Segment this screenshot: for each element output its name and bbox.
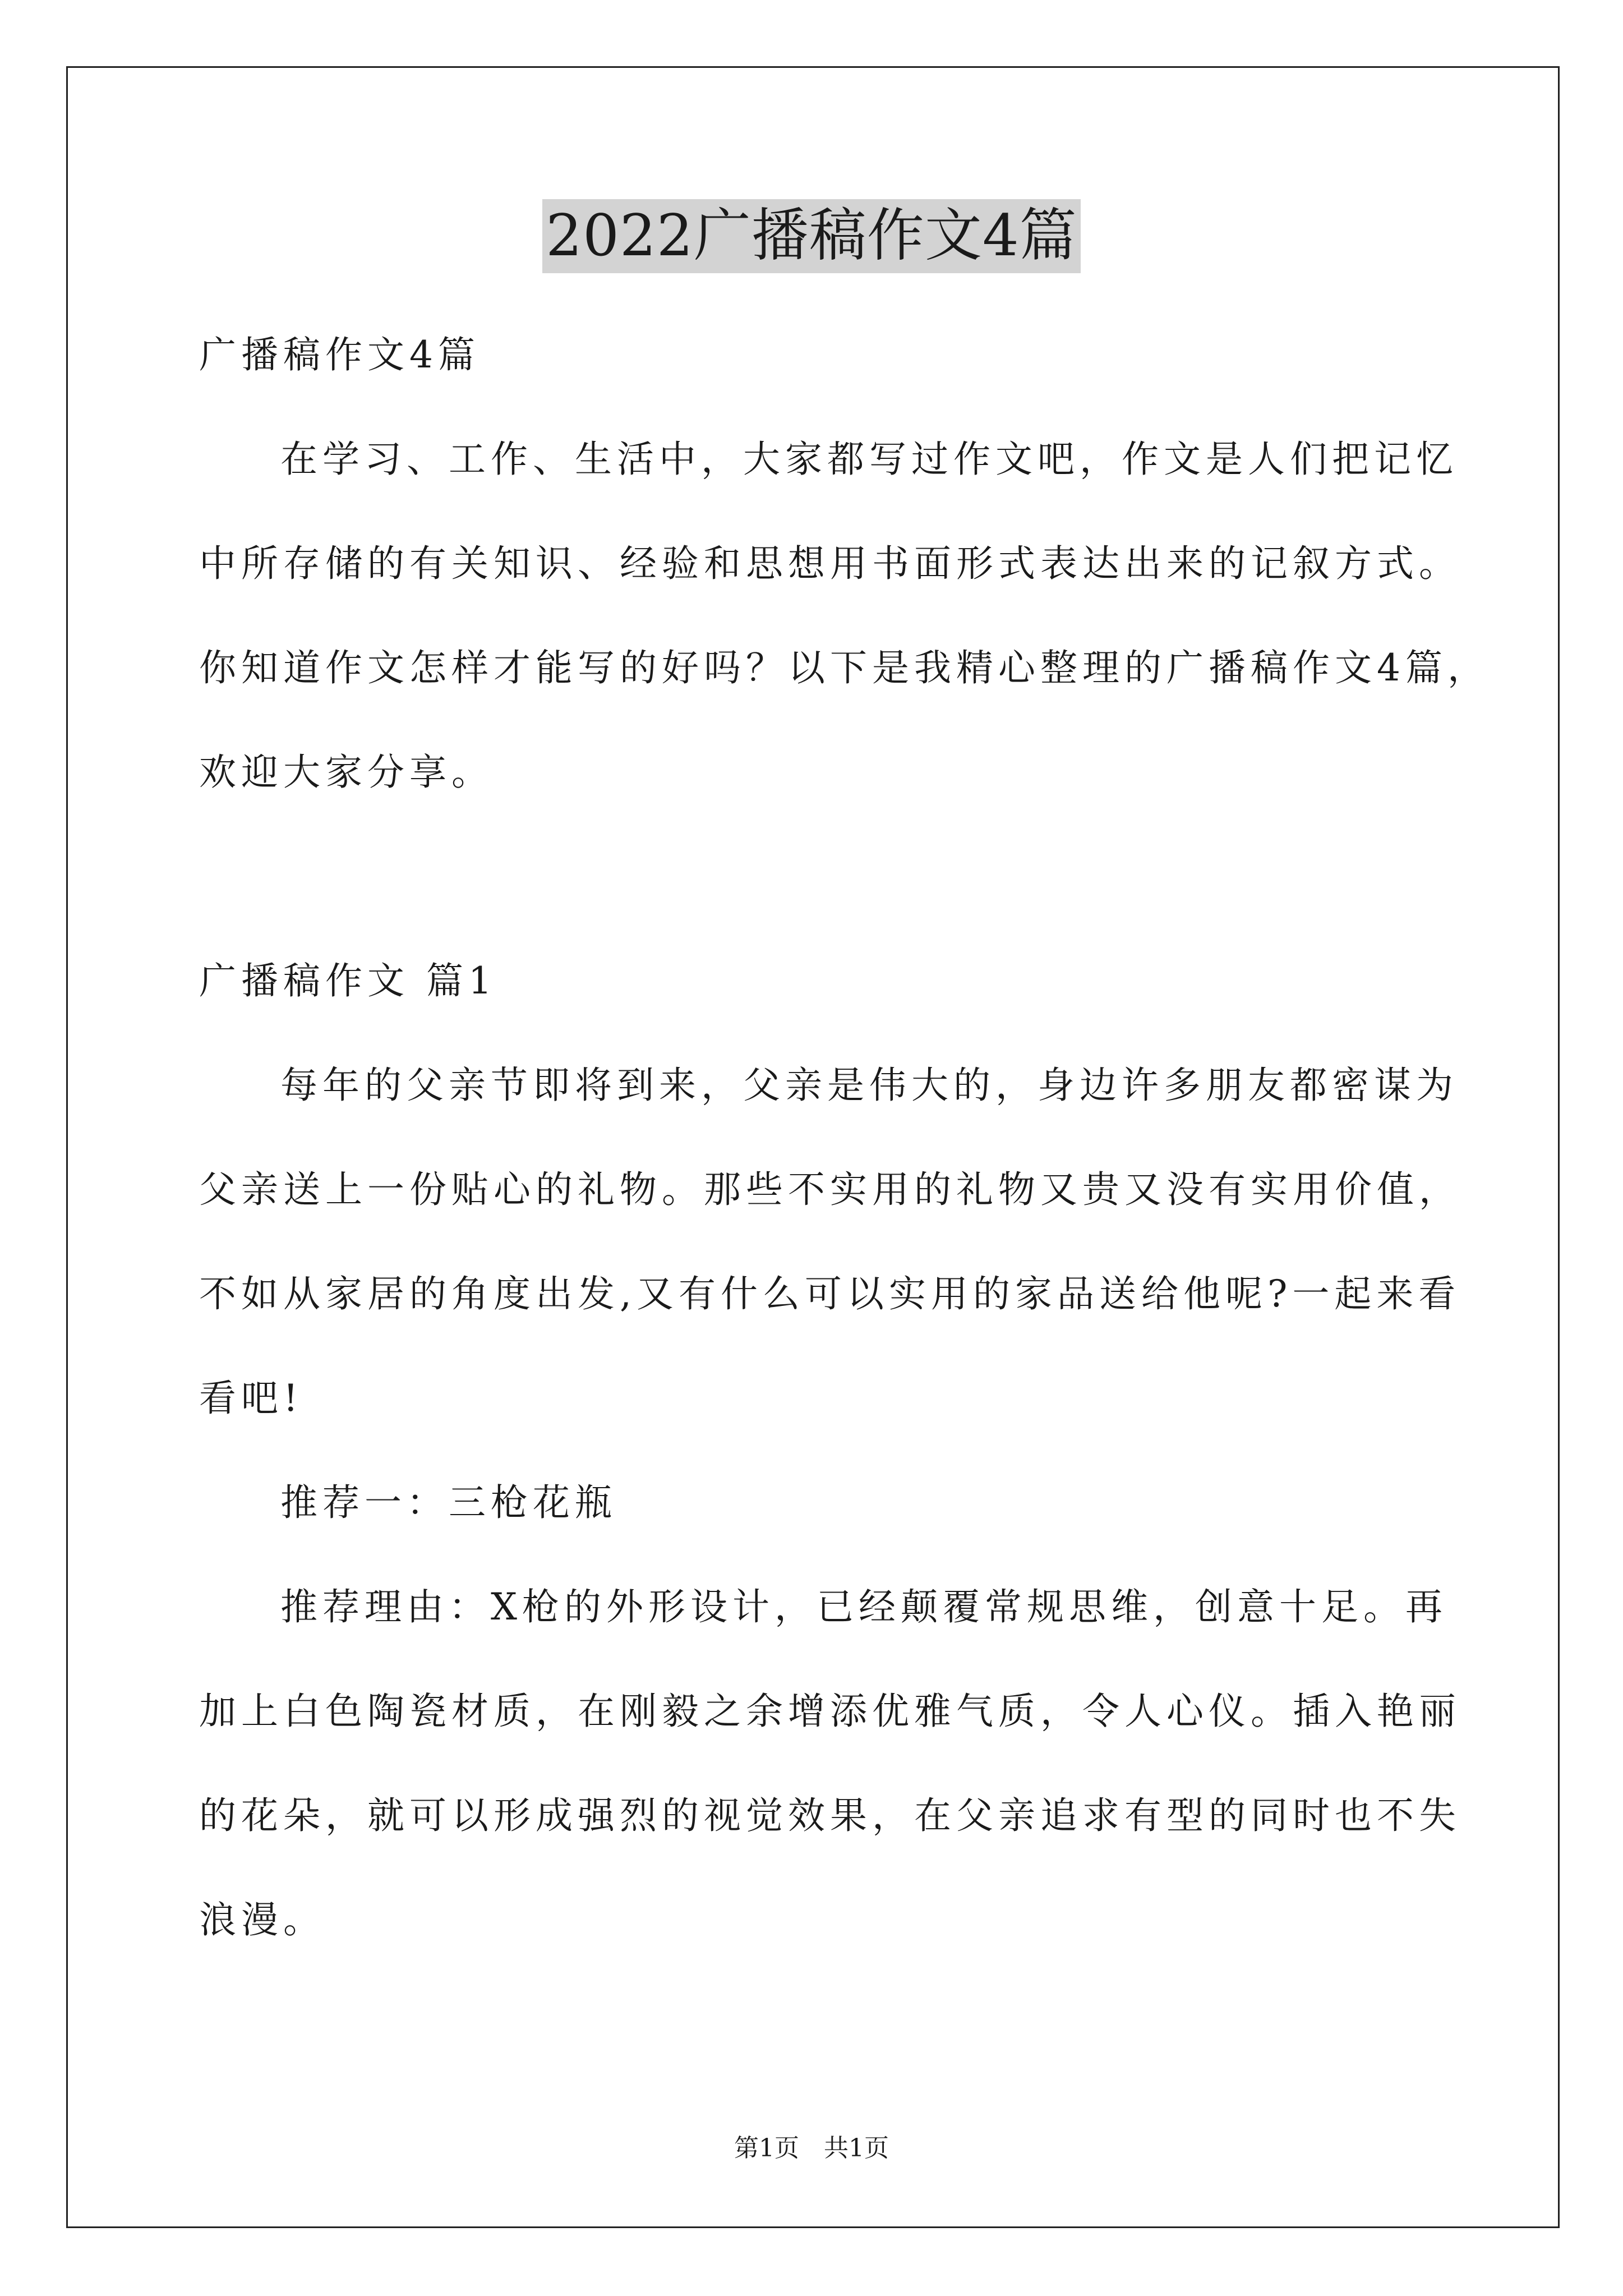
paragraph-line: 中所存储的有关知识、经验和思想用书面形式表达出来的记叙方式。 bbox=[199, 542, 1461, 585]
document-title: 2022广播稿作文4篇 bbox=[542, 199, 1080, 273]
paragraph-line: 你知道作文怎样才能写的好吗？以下是我精心整理的广播稿作文4篇， bbox=[199, 646, 1490, 689]
paragraph-line: 推荐理由：X枪的外形设计，已经颠覆常规思维，创意十足。再 bbox=[280, 1585, 1447, 1628]
section-heading: 广播稿作文 篇1 bbox=[199, 959, 497, 1002]
paragraph-line: 看吧! bbox=[199, 1377, 303, 1420]
paragraph-line: 加上白色陶瓷材质，在刚毅之余增添优雅气质，令人心仪。插入艳丽 bbox=[199, 1690, 1461, 1733]
page-footer: 第1页 共1页 bbox=[734, 2134, 889, 2162]
blank-line bbox=[199, 825, 1467, 929]
paragraph-line: 父亲送上一份贴心的礼物。那些不实用的礼物又贵又没有实用价值， bbox=[199, 1168, 1461, 1211]
document-body bbox=[199, 303, 1490, 1972]
title-container bbox=[0, 199, 1623, 273]
paragraph-line: 在学习、工作、生活中，大家都写过作文吧，作文是人们把记忆 bbox=[280, 438, 1458, 481]
subtitle-line: 广播稿作文4篇 bbox=[199, 333, 480, 376]
paragraph-line: 每年的父亲节即将到来，父亲是伟大的，身边许多朋友都密谋为 bbox=[280, 1064, 1458, 1107]
paragraph-line: 浪漫。 bbox=[199, 1898, 325, 1941]
recommendation-heading: 推荐一：三枪花瓶 bbox=[280, 1481, 617, 1524]
paragraph-line: 欢迎大家分享。 bbox=[199, 751, 494, 794]
paragraph-line: 的花朵，就可以形成强烈的视觉效果，在父亲追求有型的同时也不失 bbox=[199, 1794, 1461, 1837]
paragraph-line: 不如从家居的角度出发,又有什么可以实用的家品送给他呢?一起来看 bbox=[199, 1272, 1461, 1315]
